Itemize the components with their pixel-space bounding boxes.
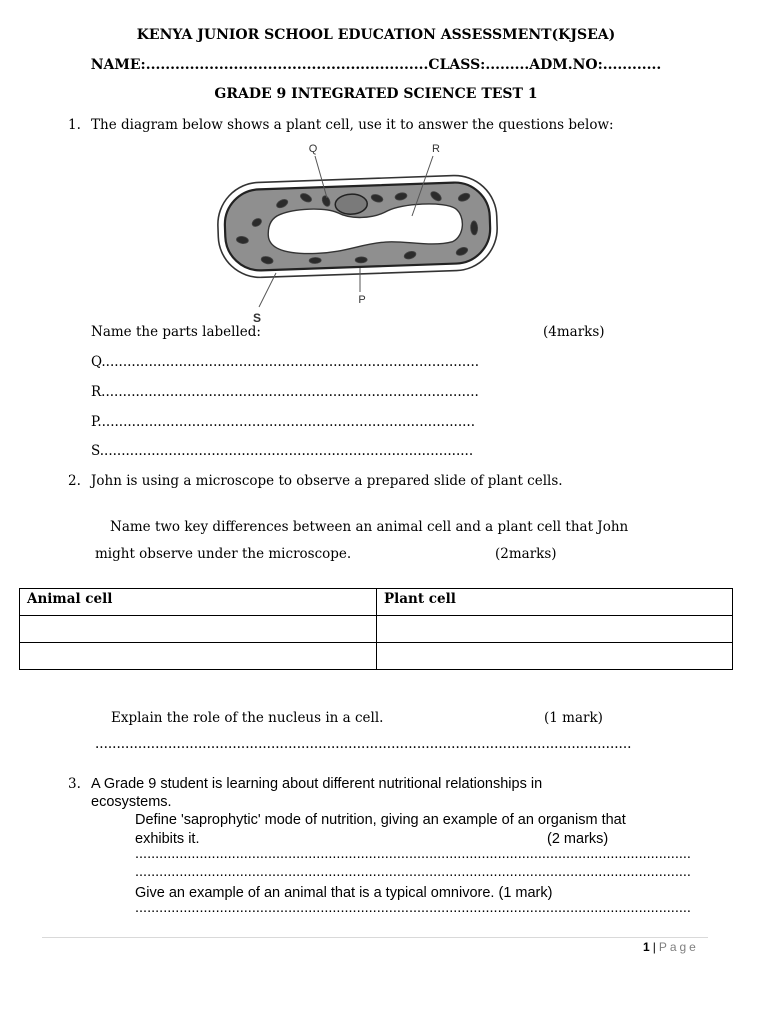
omnivore-answer-line: ..........................................................................................................................................	[135, 900, 691, 916]
question-1-marks: (4marks)	[543, 324, 605, 340]
question-1-number: 1.	[68, 117, 81, 133]
cell-differences-table	[19, 588, 733, 670]
table-cell	[377, 643, 733, 670]
nucleus	[335, 194, 368, 215]
nucleus-marks: (1 mark)	[544, 710, 603, 726]
question-2-text: John is using a microscope to observe a prepared slide of plant cells.	[91, 473, 563, 489]
table-header-row	[20, 589, 733, 616]
question-2-prompt-line-1: Name two key differences between an animal cell and a plant cell that John	[110, 519, 629, 535]
omnivore-prompt: Give an example of an animal that is a typical omnivore. (1 mark)	[135, 885, 553, 901]
student-details-line: NAME:..........................................................CLASS:.........ADM.NO:............	[90, 57, 662, 73]
page-separator: |	[652, 940, 656, 954]
saprophytic-prompt-line-1: Define 'saprophytic' mode of nutrition, giving an example of an organism that	[135, 812, 626, 828]
answer-line-q: Q........................................................................................	[91, 354, 480, 370]
question-2-number: 2.	[68, 473, 81, 489]
saprophytic-answer-line: ..........................................................................................................................................	[135, 846, 691, 862]
footer-divider	[42, 937, 708, 938]
question-2-marks: (2marks)	[495, 546, 557, 562]
plant-cell-diagram	[200, 136, 510, 332]
label-p: P	[358, 294, 366, 306]
answer-line-s: S.......................................................................................	[91, 443, 474, 459]
page-footer	[643, 939, 699, 955]
nucleus-prompt: Explain the role of the nucleus in a cell.	[111, 710, 384, 726]
answer-line-p: P........................................................................................	[91, 414, 475, 430]
page-label: Page	[658, 940, 699, 954]
table-row	[20, 616, 733, 643]
chloroplast	[309, 257, 321, 263]
table-header-plant-cell: Plant cell	[377, 589, 733, 616]
question-2-prompt-line-2: might observe under the microscope.	[95, 546, 352, 562]
saprophytic-prompt-line-2: exhibits it.	[135, 831, 200, 847]
chloroplast	[470, 221, 477, 235]
label-q: Q	[308, 143, 318, 155]
question-1-text: The diagram below shows a plant cell, use it to answer the questions below:	[91, 117, 614, 133]
saprophytic-answer-line: ..........................................................................................................................................	[135, 864, 691, 880]
table-cell	[377, 616, 733, 643]
exam-title: KENYA JUNIOR SCHOOL EDUCATION ASSESSMENT(KJSEA)	[136, 27, 616, 43]
question-3-text-line-1: A Grade 9 student is learning about different nutritional relationships in	[91, 776, 543, 792]
question-3-text-line-2: ecosystems.	[91, 794, 172, 810]
test-title: GRADE 9 INTEGRATED SCIENCE TEST 1	[214, 86, 538, 102]
saprophytic-marks: (2 marks)	[547, 831, 609, 847]
question-3-number: 3.	[68, 776, 81, 792]
label-s: S	[252, 311, 262, 325]
question-1-instruction: Name the parts labelled:	[91, 324, 261, 340]
answer-line-r: R........................................................................................	[91, 384, 479, 400]
table-cell	[20, 643, 377, 670]
page-number: 1	[643, 940, 650, 954]
chloroplast	[355, 257, 367, 263]
label-r: R	[432, 143, 440, 155]
table-row	[20, 643, 733, 670]
table-header-animal-cell: Animal cell	[20, 589, 377, 616]
nucleus-answer-line: .............................................................................................................................	[95, 736, 632, 752]
table-cell	[20, 616, 377, 643]
plant-cell	[216, 174, 498, 279]
